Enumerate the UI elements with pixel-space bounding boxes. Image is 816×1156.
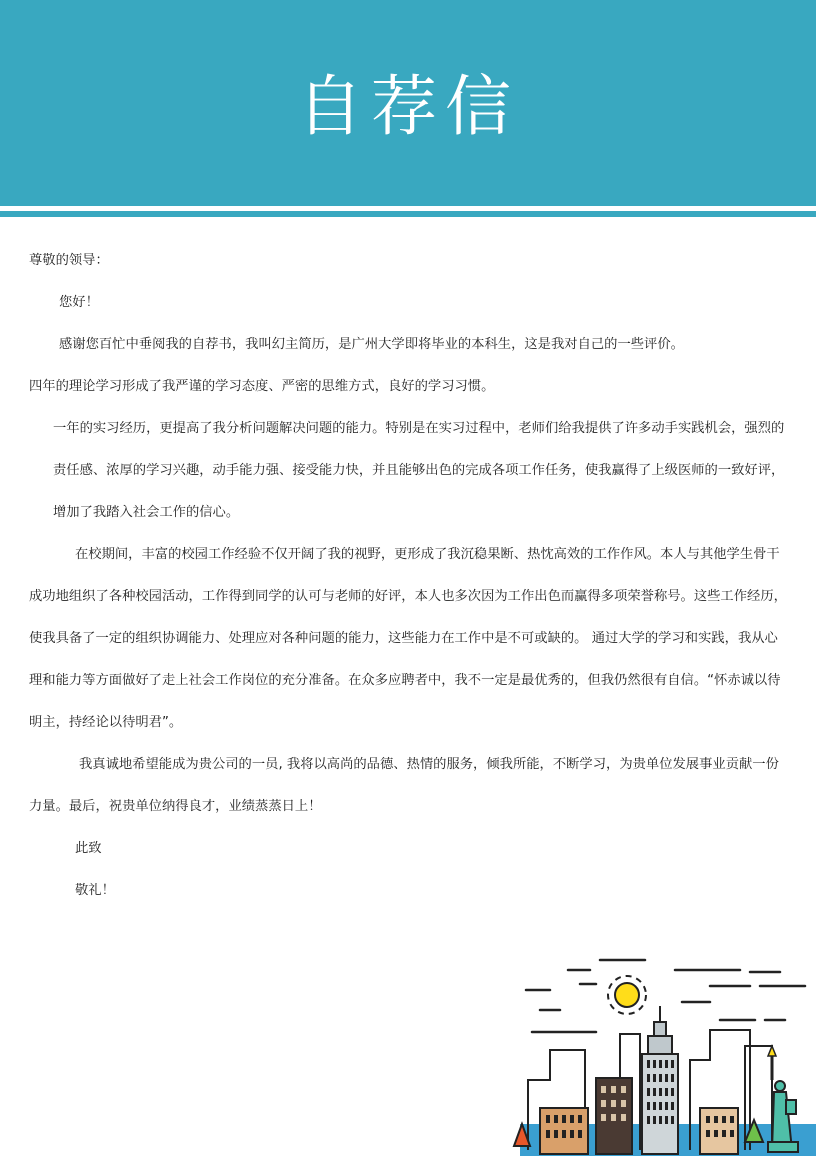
tan-building <box>540 1108 588 1154</box>
right-building <box>700 1108 738 1154</box>
closing-2: 敬礼！ <box>75 883 115 898</box>
paragraph-2: 四年的理论学习形成了我严谨的学习态度、严密的思维方式，良好的学习习惯。 <box>29 379 495 394</box>
paragraph-4: 在校期间，丰富的校园工作经验不仅开阔了我的视野，更形成了我沉稳果断、热忱高效的工作作风。本人与其他学生骨干成功地组织了各种校园活动，工作得到同学的认可与老师的好评，本人也多次因为工作出色而赢得多项荣誉称号。这些工作经历，使我具备了一定的组织协调能力、处理应对各种问题的能力，这些能力在工作中是不可或缺的。 通过大学的学习和实践，我从心理和能力等方面做好了走上社会工作岗位的充分准备。在众多应聘者中，我不一定是最优秀的，但我仍然很有自信。“怀赤诚以待明主，持经论以待明君”。 <box>29 547 787 730</box>
page-title: 自荐信 <box>297 68 519 145</box>
sun-icon <box>615 983 639 1007</box>
paragraph-3: 一年的实习经历，更提高了我分析问题解决问题的能力。特别是在实习过程中，老师们给我提供了许多动手实践机会，强烈的责任感、浓厚的学习兴趣，动手能力强、接受能力快，并且能够出色的完成各项工作任务，使我赢得了上级医师的一致好评，增加了我踏入社会工作的信心。 <box>53 421 785 520</box>
closing-1: 此致 <box>75 841 102 856</box>
city-skyline-illustration <box>510 950 816 1156</box>
greeting: 您好！ <box>59 295 99 310</box>
letter-body <box>29 240 791 912</box>
salutation: 尊敬的领导： <box>29 253 109 268</box>
header-stripe <box>0 211 816 217</box>
dark-building <box>596 1078 632 1154</box>
paragraph-1: 感谢您百忙中垂阅我的自荐书，我叫幻主简历，是广州大学即将毕业的本科生，这是我对自己的一些评价。 <box>59 337 684 352</box>
central-tower <box>642 1006 678 1154</box>
paragraph-5: 我真诚地希望能成为贵公司的一员, 我将以高尚的品德、热情的服务，倾我所能，不断学习，为贵单位发展事业贡献一份力量。最后，祝贵单位纳得良才，业绩蒸蒸日上！ <box>29 757 779 814</box>
